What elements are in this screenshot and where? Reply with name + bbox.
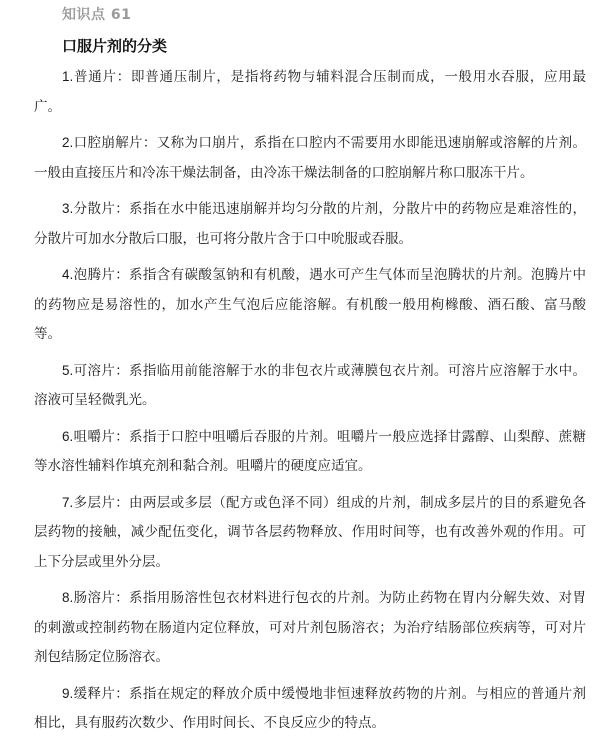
item-number: 6. xyxy=(62,428,74,444)
item-number: 5. xyxy=(62,362,74,378)
item-number: 1. xyxy=(62,69,74,84)
list-item-8 xyxy=(34,583,586,673)
list-item-3 xyxy=(34,194,586,254)
item-text: 缓释片：系指在规定的释放介质中缓慢地非恒速释放药物的片剂。与相应的普通片剂相比，具有服药次数少、作用时间长、不良反应少的特点。 xyxy=(34,685,586,731)
item-text: 可溶片：系指临用前能溶解于水的非包衣片或薄膜包衣片剂。可溶片应溶解于水中。溶液可呈轻微乳光。 xyxy=(34,362,586,408)
item-text: 分散片：系指在水中能迅速崩解并均匀分散的片剂，分散片中的药物应是难溶性的，分散片可加水分散后口服，也可将分散片含于口中吮服或吞服。 xyxy=(34,201,586,247)
item-text: 肠溶片：系指用肠溶性包衣材料进行包衣的片剂。为防止药物在胃内分解失效、对胃的刺激或控制药物在肠道内定位释放，可对片剂包肠溶衣；为治疗结肠部位疾病等，可对片剂包结肠定位肠溶衣。 xyxy=(34,590,586,665)
list-item-7 xyxy=(34,488,586,578)
item-text: 咀嚼片：系指于口腔中咀嚼后吞服的片剂。咀嚼片一般应选择甘露醇、山梨醇、蔗糖等水溶性辅料作填充剂和黏合剂。咀嚼片的硬度应适宜。 xyxy=(34,428,586,474)
item-number: 3. xyxy=(62,201,74,216)
item-text: 普通片：即普通压制片，是指将药物与辅料混合压制而成，一般用水吞服，应用最广。 xyxy=(34,69,586,115)
section-title: 口服片剂的分类 xyxy=(62,37,168,55)
item-text: 泡腾片：系指含有碳酸氢钠和有机酸，遇水可产生气体而呈泡腾状的片剂。泡腾片中的药物应是易溶性的，加水产生气泡后应能溶解。有机酸一般用枸橼酸、酒石酸、富马酸等。 xyxy=(34,267,586,342)
item-number: 7. xyxy=(62,494,74,510)
list-item-5 xyxy=(34,356,586,416)
list-item-4 xyxy=(34,260,586,350)
item-list xyxy=(34,62,586,745)
list-item-1 xyxy=(34,62,586,122)
item-number: 2. xyxy=(62,135,74,150)
list-item-2 xyxy=(34,128,586,188)
item-number: 9. xyxy=(62,685,74,701)
list-item-9 xyxy=(34,679,586,739)
knowledge-point-label: 知识点 61 xyxy=(62,7,132,23)
list-item-6 xyxy=(34,422,586,482)
item-text: 口腔崩解片：又称为口崩片，系指在口腔内不需要用水即能迅速崩解或溶解的片剂。一般由直接压片和冷冻干燥法制备，由冷冻干燥法制备的口腔崩解片称口服冻干片。 xyxy=(34,135,586,181)
item-text: 多层片：由两层或多层（配方或色泽不同）组成的片剂，制成多层片的目的系避免各层药物的接触，减少配伍变化，调节各层药物释放、作用时间等，也有改善外观的作用。可上下分层或里外分层。 xyxy=(34,494,586,570)
item-number: 4. xyxy=(62,267,74,282)
item-number: 8. xyxy=(62,590,74,605)
